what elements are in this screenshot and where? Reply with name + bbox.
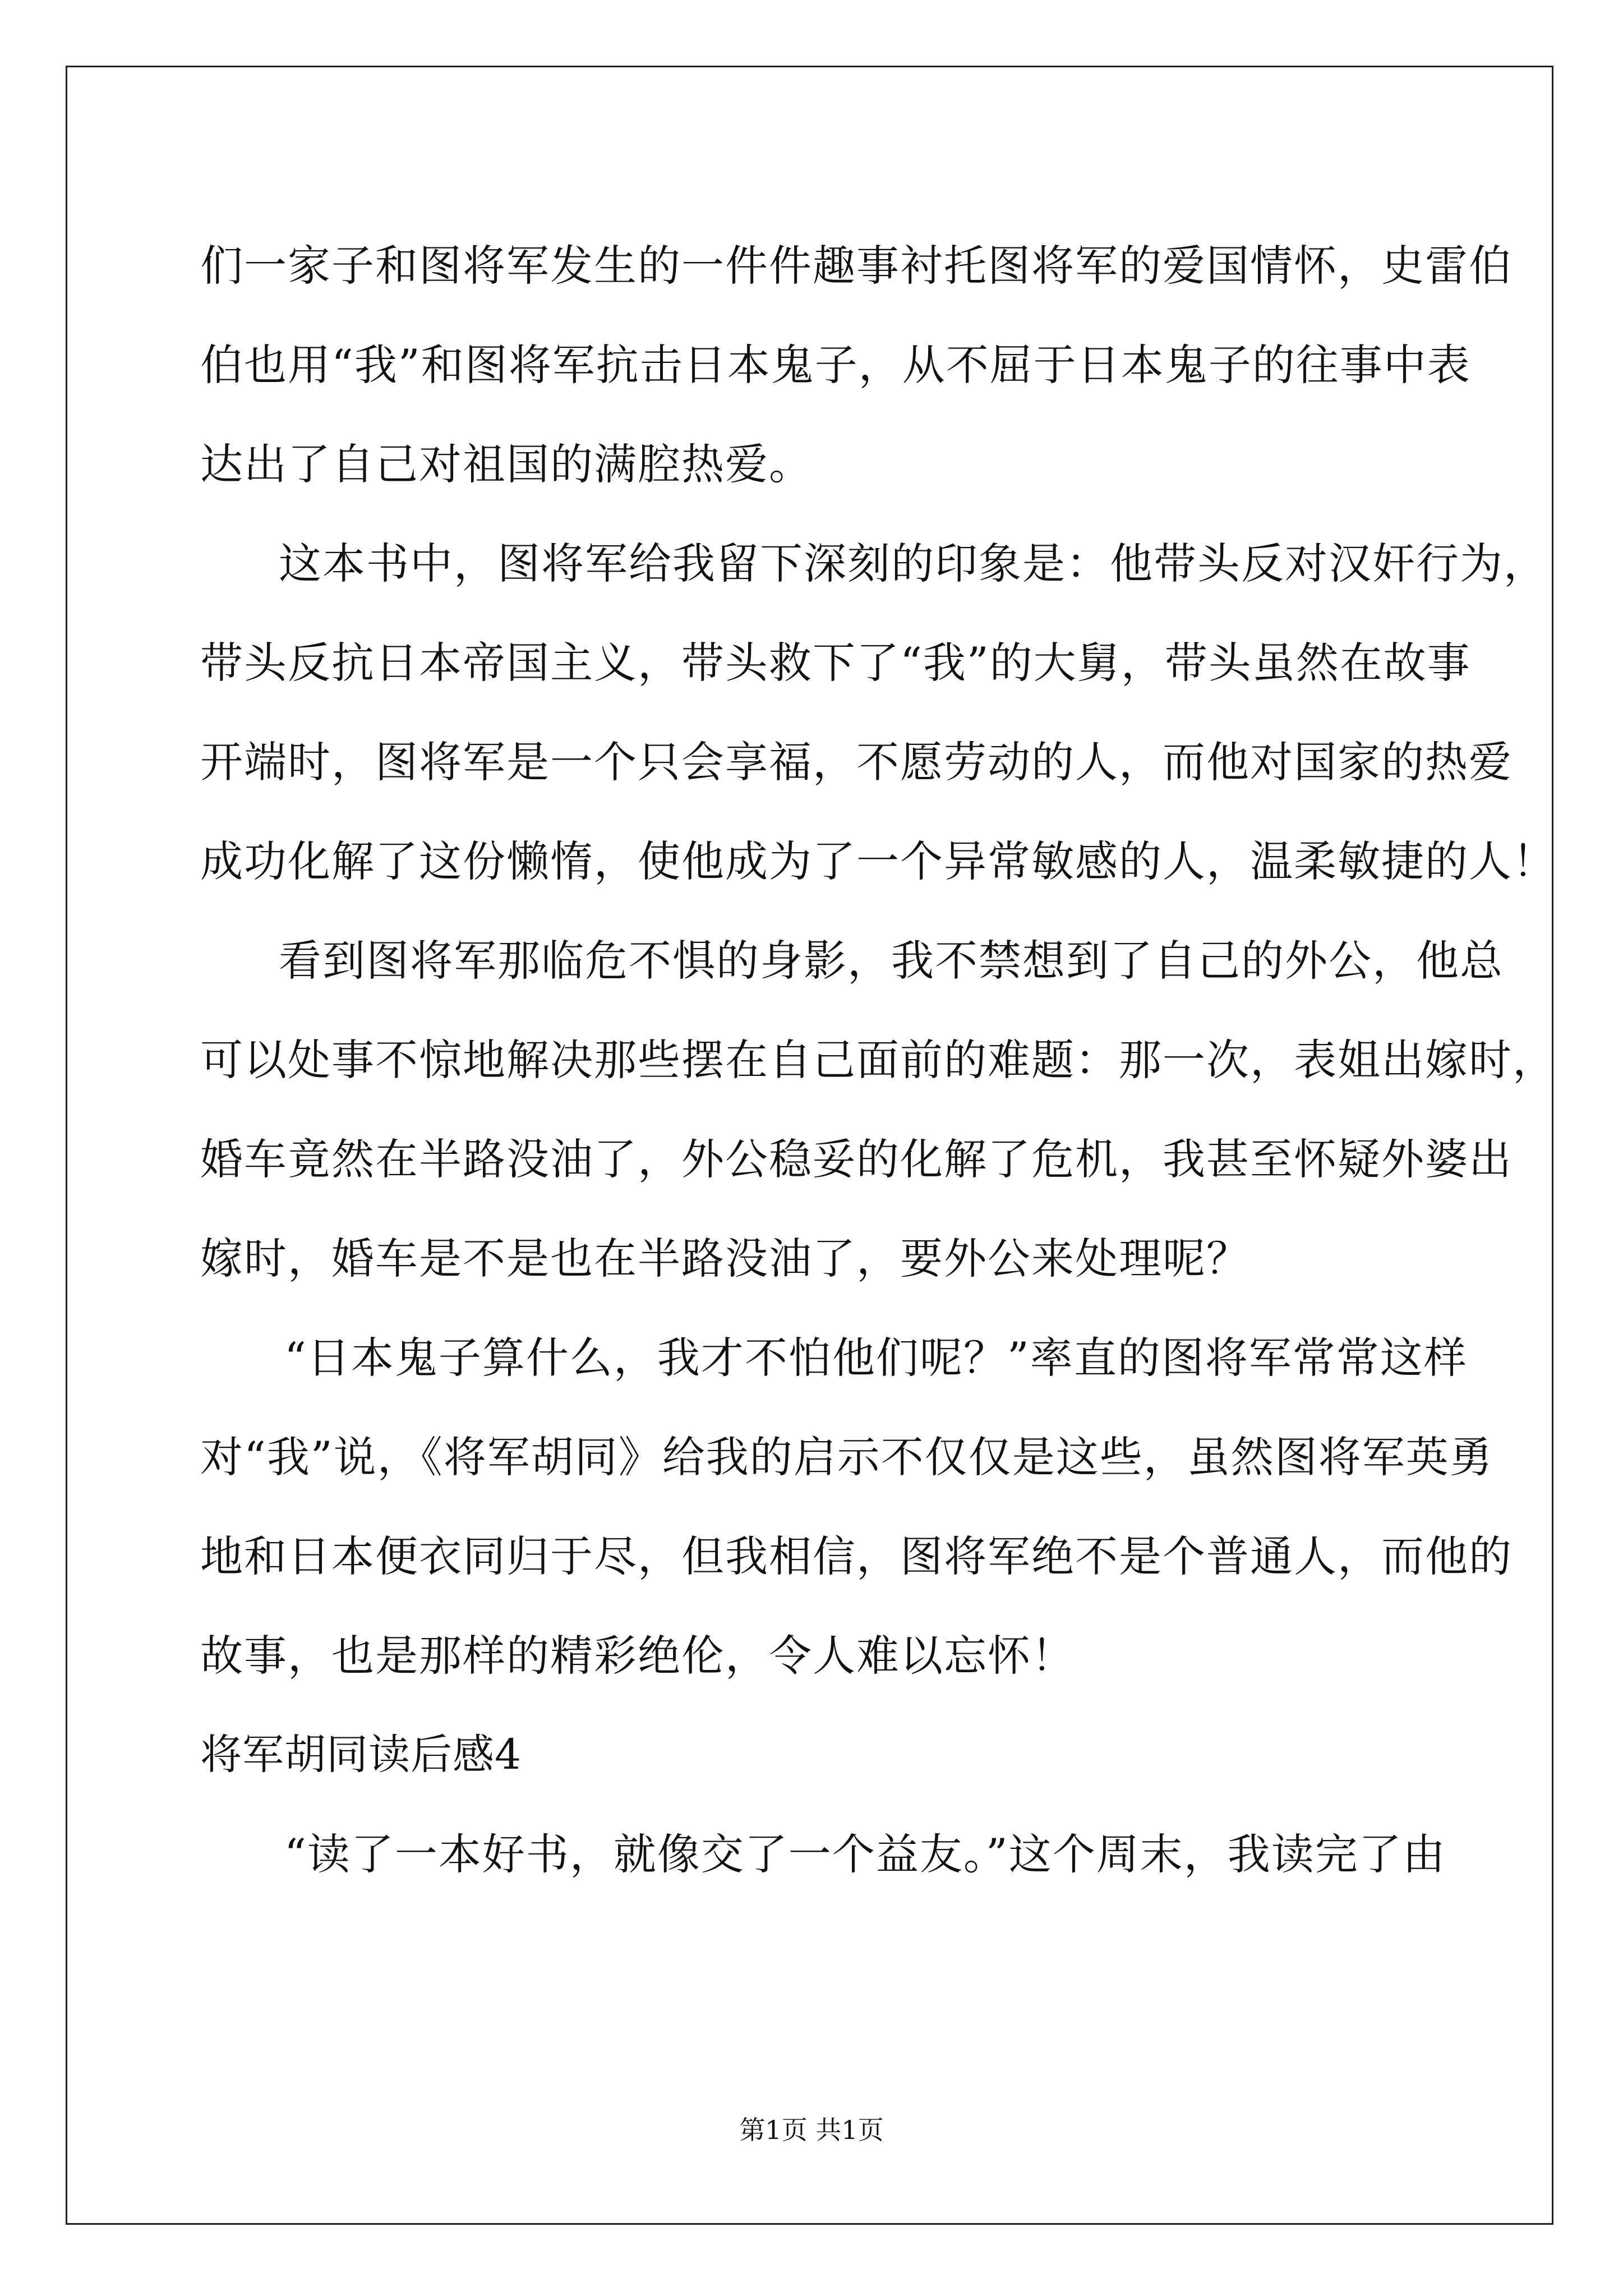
text-line: 婚车竟然在半路没油了，外公稳妥的化解了危机，我甚至怀疑外婆出	[200, 1134, 1513, 1184]
text-line: 故事，也是那样的精彩绝伦，令人难以忘怀！	[200, 1631, 1075, 1681]
section-heading: 将军胡同读后感4	[200, 1731, 522, 1779]
text-line: 可以处事不惊地解决那些摆在自己面前的难题：那一次，表姐出嫁时，	[200, 1035, 1556, 1085]
paragraph-2	[200, 514, 1556, 911]
text-line: 达出了自己对祖国的满腔热爱。	[200, 439, 813, 489]
page-number: 第1页 共1页	[739, 2115, 884, 2145]
text-line: 伯也用“我”和图将军抗击日本鬼子，从不屈于日本鬼子的往事中表	[200, 340, 1471, 390]
text-line: 地和日本便衣同归于尽，但我相信，图将军绝不是个普通人，而他的	[200, 1531, 1513, 1581]
text-line: 嫁时，婚车是不是也在半路没油了，要外公来处理呢？	[200, 1234, 1250, 1283]
document-body	[200, 216, 1556, 1904]
paragraph-3	[200, 911, 1556, 1308]
paragraph-1	[200, 216, 1513, 514]
text-line: 开端时，图将军是一个只会享福，不愿劳动的人，而他对国家的热爱	[200, 737, 1513, 787]
text-line: 带头反抗日本帝国主义，带头救下了“我”的大舅，带头虽然在故事	[200, 638, 1471, 688]
text-line: 对“我”说，《将军胡同》给我的启示不仅仅是这些，虽然图将军英勇	[200, 1432, 1493, 1482]
text-line: 成功化解了这份懒惰，使他成为了一个异常敏感的人，温柔敏捷的人！	[200, 836, 1556, 886]
text-line: 们一家子和图将军发生的一件件趣事衬托图将军的爱国情怀，史雷伯	[200, 241, 1513, 291]
paragraph-4	[200, 1308, 1513, 1705]
text-line: “读了一本好书，就像交了一个益友。”这个周末，我读完了由	[284, 1829, 1446, 1879]
text-line: “日本鬼子算什么，我才不怕他们呢？”率直的图将军常常这样	[284, 1333, 1468, 1383]
text-line: 看到图将军那临危不惧的身影，我不禁想到了自己的外公，他总	[279, 936, 1504, 986]
text-line: 这本书中，图将军给我留下深刻的印象是：他带头反对汉奸行为，	[279, 539, 1547, 588]
